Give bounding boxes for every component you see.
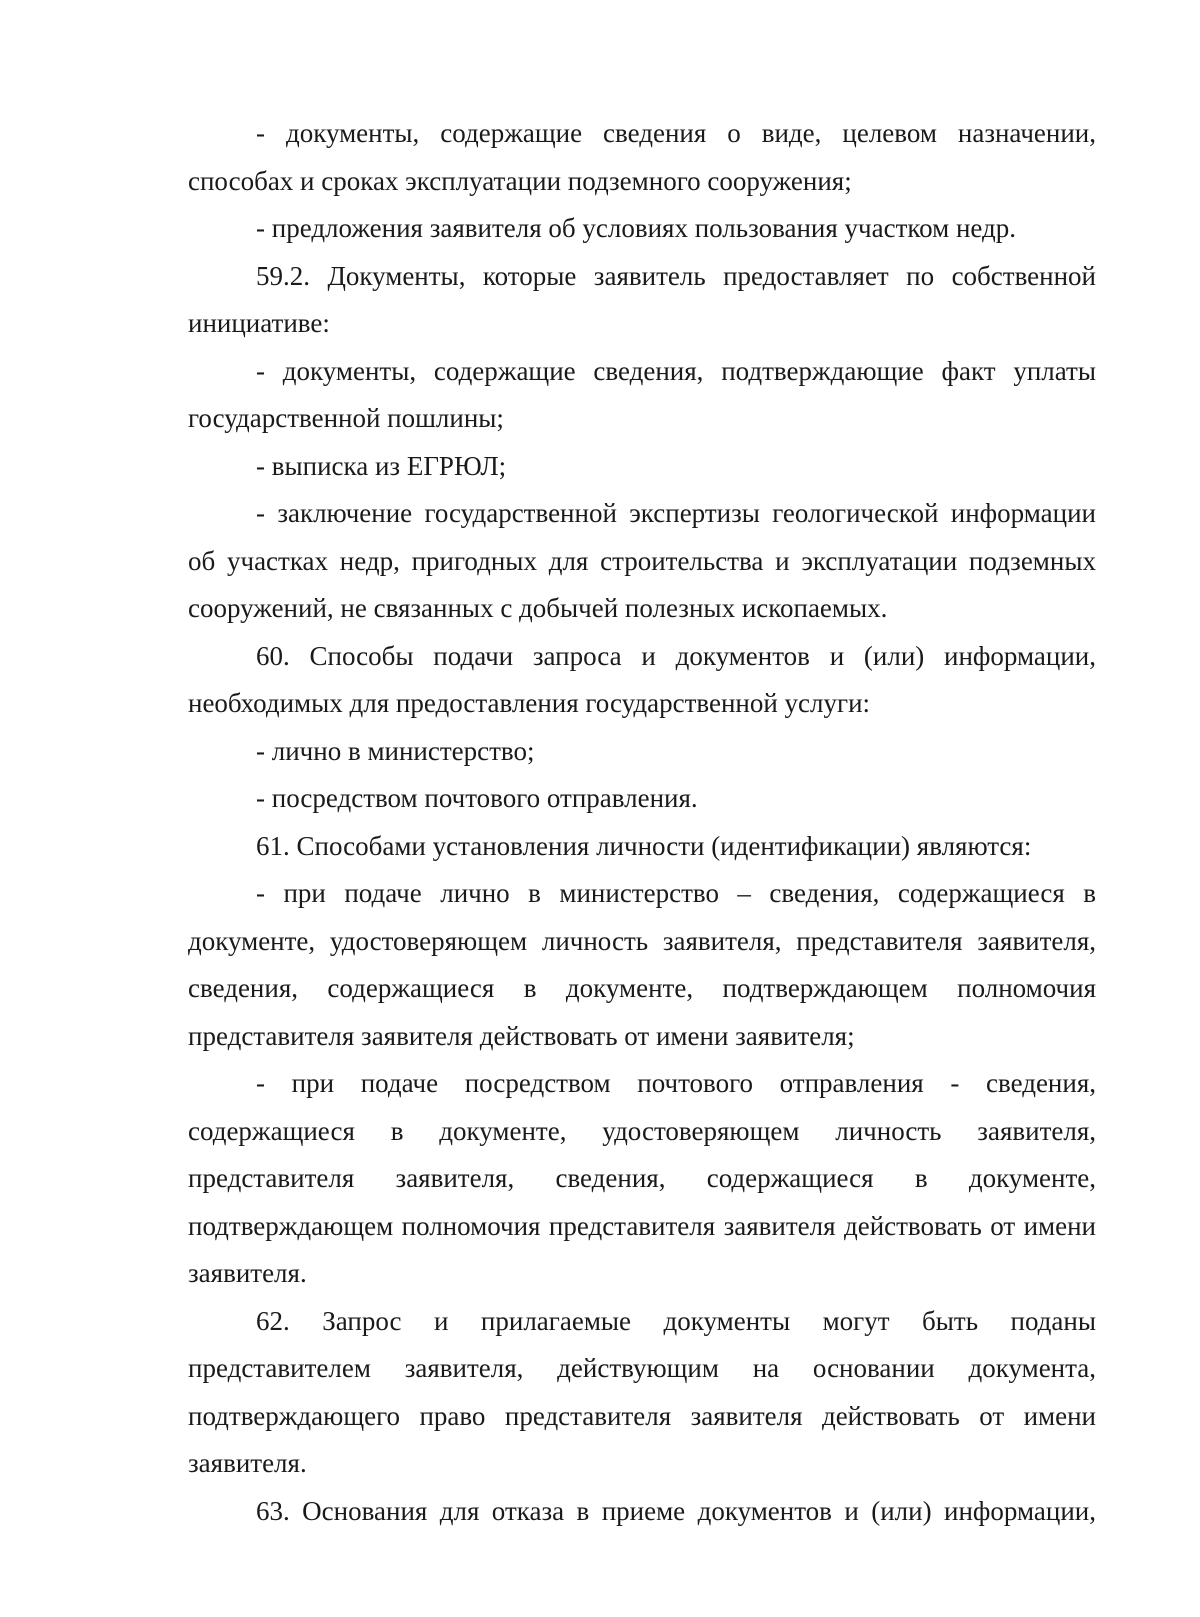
paragraph-documents-underground-structure: - документы, содержащие сведения о виде, целевом назначении, способах и сроках эксплуатации подземного сооружения;: [188, 118, 1096, 196]
paragraph-61: 61. Способами установления личности (идентификации) являются:: [256, 830, 1032, 861]
paragraph-egrul-extract: - выписка из ЕГРЮЛ;: [256, 450, 507, 481]
paragraph-geological-expertise: - заключение государственной экспертизы геологической информации об участках недр, пригодных для строительства и эксплуатации подземных сооружений, не связанных с добычей полезных ископаемых.: [188, 498, 1096, 623]
paragraph-identification-in-person: - при подаче лично в министерство – сведения, содержащиеся в документе, удостоверяющем личность заявителя, представителя заявителя, сведения, содержащиеся в документе, подтверждающем полномочия представителя заявителя действовать от имени заявителя;: [188, 878, 1096, 1051]
paragraph-applicant-proposals: - предложения заявителя об условиях пользования участком недр.: [256, 213, 1017, 243]
paragraph-by-post: - посредством почтового отправления.: [256, 783, 698, 813]
paragraph-62: 62. Запрос и прилагаемые документы могут быть поданы представителем заявителя, действующим на основании документа, подтверждающего право представителя заявителя действовать от имени заявителя.: [188, 1305, 1096, 1478]
paragraph-in-person: - лично в министерство;: [256, 735, 535, 766]
document-body: [188, 110, 1096, 1535]
paragraph-59-2: 59.2. Документы, которые заявитель предоставляет по собственной инициативе:: [188, 260, 1096, 338]
paragraph-63: 63. Основания для отказа в приеме документов и (или) информации,: [256, 1495, 1096, 1526]
paragraph-identification-by-post: - при подаче посредством почтового отправления - сведения, содержащиеся в документе, удостоверяющем личность заявителя, представителя заявителя, сведения, содержащиеся в документе, подтверждающем полномочия представителя заявителя действовать от имени заявителя.: [188, 1068, 1096, 1288]
paragraph-state-duty-payment: - документы, содержащие сведения, подтверждающие факт уплаты государственной пошлины;: [188, 355, 1096, 433]
paragraph-60: 60. Способы подачи запроса и документов и (или) информации, необходимых для предоставления государственной услуги:: [188, 640, 1096, 718]
